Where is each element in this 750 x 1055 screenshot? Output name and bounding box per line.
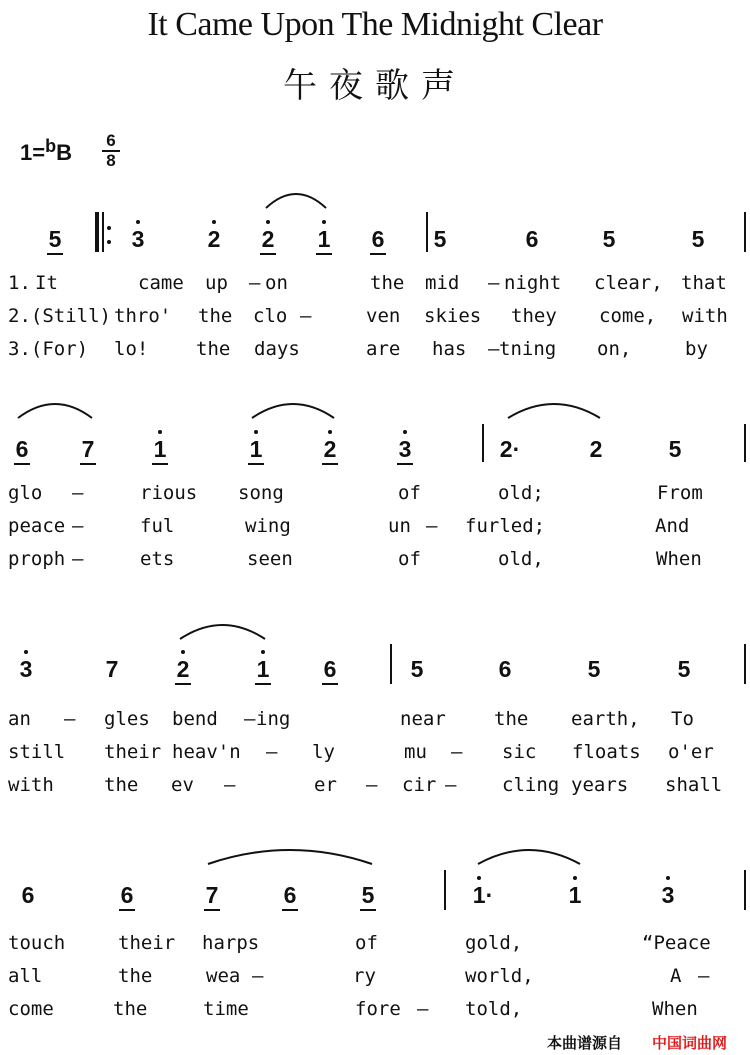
lyric-syllable: the — [196, 338, 231, 360]
note: 1 — [153, 436, 167, 462]
lyric-syllable: old, — [498, 548, 544, 570]
credit-text: 本曲谱源自 — [547, 1034, 623, 1052]
lyric-syllable: the — [113, 998, 148, 1020]
note: 6 — [120, 882, 134, 908]
note: 2 — [589, 436, 603, 462]
lyric-syllable: near — [400, 708, 446, 730]
lyric-syllable: ing — [256, 708, 291, 730]
lyric-syllable: are — [366, 338, 401, 360]
note: 5 — [361, 882, 375, 908]
slur — [478, 850, 580, 864]
lyric-syllable: cir — [402, 774, 437, 796]
lyric-syllable: cling — [502, 774, 560, 796]
lyric-syllable: – — [72, 482, 84, 504]
lyric-syllable: peace — [8, 515, 66, 537]
lyric-syllable: proph — [8, 548, 66, 570]
lyric-syllable: – — [426, 515, 438, 537]
note: 1· — [472, 882, 494, 908]
lyric-syllable: of — [398, 482, 421, 504]
note: 5 — [48, 226, 62, 252]
lyric-syllable: touch — [8, 932, 66, 954]
lyric-syllable: floats — [572, 741, 641, 763]
meter-top: 6 — [106, 131, 116, 150]
note: 5 — [677, 656, 691, 682]
note: 1 — [256, 656, 270, 682]
lyric-syllable: up — [205, 272, 228, 294]
lyric-syllable: And — [655, 515, 690, 537]
lyric-syllable: – — [64, 708, 76, 730]
lyric-syllable: When — [656, 548, 702, 570]
lyric-syllable: thro' — [114, 305, 172, 327]
lyric-syllable: To — [671, 708, 694, 730]
slur — [180, 625, 265, 639]
lyric-syllable: ful — [140, 515, 175, 537]
note: 6 — [323, 656, 337, 682]
note: 3 — [398, 436, 412, 462]
lyric-syllable: – — [72, 548, 84, 570]
lyric-syllable: – — [445, 774, 457, 796]
lyric-syllable: clo — [253, 305, 288, 327]
lyric-syllable: their — [118, 932, 176, 954]
lyric-syllable: the — [370, 272, 405, 294]
slur — [252, 404, 334, 418]
note: 6 — [283, 882, 297, 908]
note: 1 — [317, 226, 331, 252]
note: 6 — [525, 226, 539, 252]
lyric-syllable: shall — [665, 774, 723, 796]
lyric-syllable: – — [451, 741, 463, 763]
lyric-syllable: mid — [425, 272, 460, 294]
note: 2 — [207, 226, 221, 252]
lyric-syllable: ry — [353, 965, 376, 987]
lyric-syllable: gold, — [465, 932, 523, 954]
lyric-syllable: with — [8, 774, 54, 796]
note: 6 — [498, 656, 512, 682]
lyric-syllable: – — [252, 965, 264, 987]
lyric-syllable: night — [504, 272, 562, 294]
lyric-syllable: When — [652, 998, 698, 1020]
note: 6 — [21, 882, 35, 908]
note: 3 — [661, 882, 675, 908]
lyric-syllable: – — [417, 998, 429, 1020]
note: 5 — [410, 656, 424, 682]
lyric-syllable: skies — [424, 305, 482, 327]
lyric-syllable: all — [8, 965, 43, 987]
note: 2 — [261, 226, 275, 252]
lyric-syllable: bend — [172, 708, 218, 730]
lyric-syllable: came — [138, 272, 184, 294]
lyric-syllable: furled; — [465, 515, 546, 537]
lyric-syllable: A — [670, 965, 682, 987]
lyric-syllable: un — [388, 515, 411, 537]
slur — [18, 404, 92, 418]
lyric-syllable: mu — [404, 741, 427, 763]
slur — [508, 404, 600, 418]
key-prefix: 1= — [20, 140, 46, 165]
lyric-syllable: rious — [140, 482, 198, 504]
lyric-syllable: glo — [8, 482, 43, 504]
page-title: It Came Upon The Midnight Clear — [147, 6, 603, 43]
lyric-syllable: ly — [312, 741, 335, 763]
lyric-syllable: 3.(For) — [8, 338, 89, 360]
lyric-syllable: – — [300, 305, 312, 327]
lyric-syllable: wing — [245, 515, 291, 537]
note: 7 — [81, 436, 95, 462]
lyric-syllable: told, — [465, 998, 523, 1020]
note: 5 — [668, 436, 682, 462]
lyric-syllable: the — [494, 708, 529, 730]
lyric-syllable: on — [265, 272, 288, 294]
lyric-syllable: clear, — [594, 272, 663, 294]
lyric-syllable: their — [104, 741, 162, 763]
lyric-syllable: of — [398, 548, 421, 570]
note: 3 — [131, 226, 145, 252]
lyric-syllable: of — [355, 932, 378, 954]
lyric-syllable: that — [681, 272, 727, 294]
lyric-syllable: years — [571, 774, 629, 796]
note: 5 — [691, 226, 705, 252]
lyric-syllable: – — [366, 774, 378, 796]
lyric-syllable: lo! — [114, 338, 149, 360]
lyric-syllable: From — [657, 482, 703, 504]
lyric-syllable: – — [266, 741, 278, 763]
lyric-syllable: the — [198, 305, 233, 327]
lyric-syllable: has — [432, 338, 467, 360]
lyric-syllable: on, — [597, 338, 632, 360]
note: 1 — [568, 882, 582, 908]
lyric-syllable: 1. — [8, 272, 31, 294]
lyric-syllable: sic — [502, 741, 537, 763]
lyric-syllable: time — [203, 998, 249, 1020]
lyric-syllable: come, — [599, 305, 657, 327]
lyric-syllable: the — [104, 774, 139, 796]
lyric-syllable: fore — [355, 998, 401, 1020]
lyric-syllable: world, — [465, 965, 534, 987]
lyric-syllable: days — [254, 338, 300, 360]
lyric-syllable: “Peace — [642, 932, 711, 954]
lyric-syllable: ets — [140, 548, 175, 570]
lyric-syllable: It — [35, 272, 58, 294]
slur — [266, 194, 326, 208]
lyric-syllable: with — [682, 305, 728, 327]
lyric-syllable: earth, — [571, 708, 640, 730]
note: 5 — [587, 656, 601, 682]
lyric-syllable: – — [249, 272, 261, 294]
note: 5 — [602, 226, 616, 252]
page-subtitle: 午夜歌声 — [283, 66, 467, 106]
lyric-syllable: an — [8, 708, 31, 730]
lyric-syllable: wea — [206, 965, 241, 987]
lyric-syllable: gles — [104, 708, 150, 730]
key-name: B — [56, 140, 72, 165]
lyric-syllable: come — [8, 998, 54, 1020]
slur — [208, 850, 372, 864]
lyric-syllable: ven — [366, 305, 401, 327]
lyric-syllable: – — [244, 708, 256, 730]
lyric-syllable: still — [8, 741, 66, 763]
lyric-syllable: – — [72, 515, 84, 537]
lyric-syllable: – — [488, 272, 500, 294]
note: 6 — [371, 226, 385, 252]
lyric-syllable: seen — [247, 548, 293, 570]
note: 5 — [433, 226, 447, 252]
lyric-syllable: er — [314, 774, 337, 796]
lyric-syllable: heav'n — [172, 741, 241, 763]
note: 3 — [19, 656, 33, 682]
flat-sign: b — [45, 136, 57, 156]
lyric-syllable: old; — [498, 482, 544, 504]
note: 2· — [499, 436, 521, 462]
credit-site: 中国词曲网 — [652, 1034, 728, 1052]
lyric-syllable: o'er — [668, 741, 714, 763]
lyric-syllable: 2.(Still) — [8, 305, 111, 327]
note: 2 — [323, 436, 337, 462]
lyric-syllable: harps — [202, 932, 260, 954]
lyric-syllable: by — [685, 338, 708, 360]
lyric-syllable: – — [224, 774, 236, 796]
note: 7 — [205, 882, 219, 908]
lyric-syllable: song — [238, 482, 284, 504]
note: 2 — [176, 656, 190, 682]
note: 7 — [105, 656, 119, 682]
lyric-syllable: ev — [171, 774, 194, 796]
lyric-syllable: the — [118, 965, 153, 987]
meter-bottom: 8 — [106, 151, 116, 170]
note: 6 — [15, 436, 29, 462]
note: 1 — [249, 436, 263, 462]
lyric-syllable: – — [698, 965, 710, 987]
lyric-syllable: they — [511, 305, 557, 327]
lyric-syllable: – — [488, 338, 500, 360]
lyric-syllable: tning — [499, 338, 557, 360]
